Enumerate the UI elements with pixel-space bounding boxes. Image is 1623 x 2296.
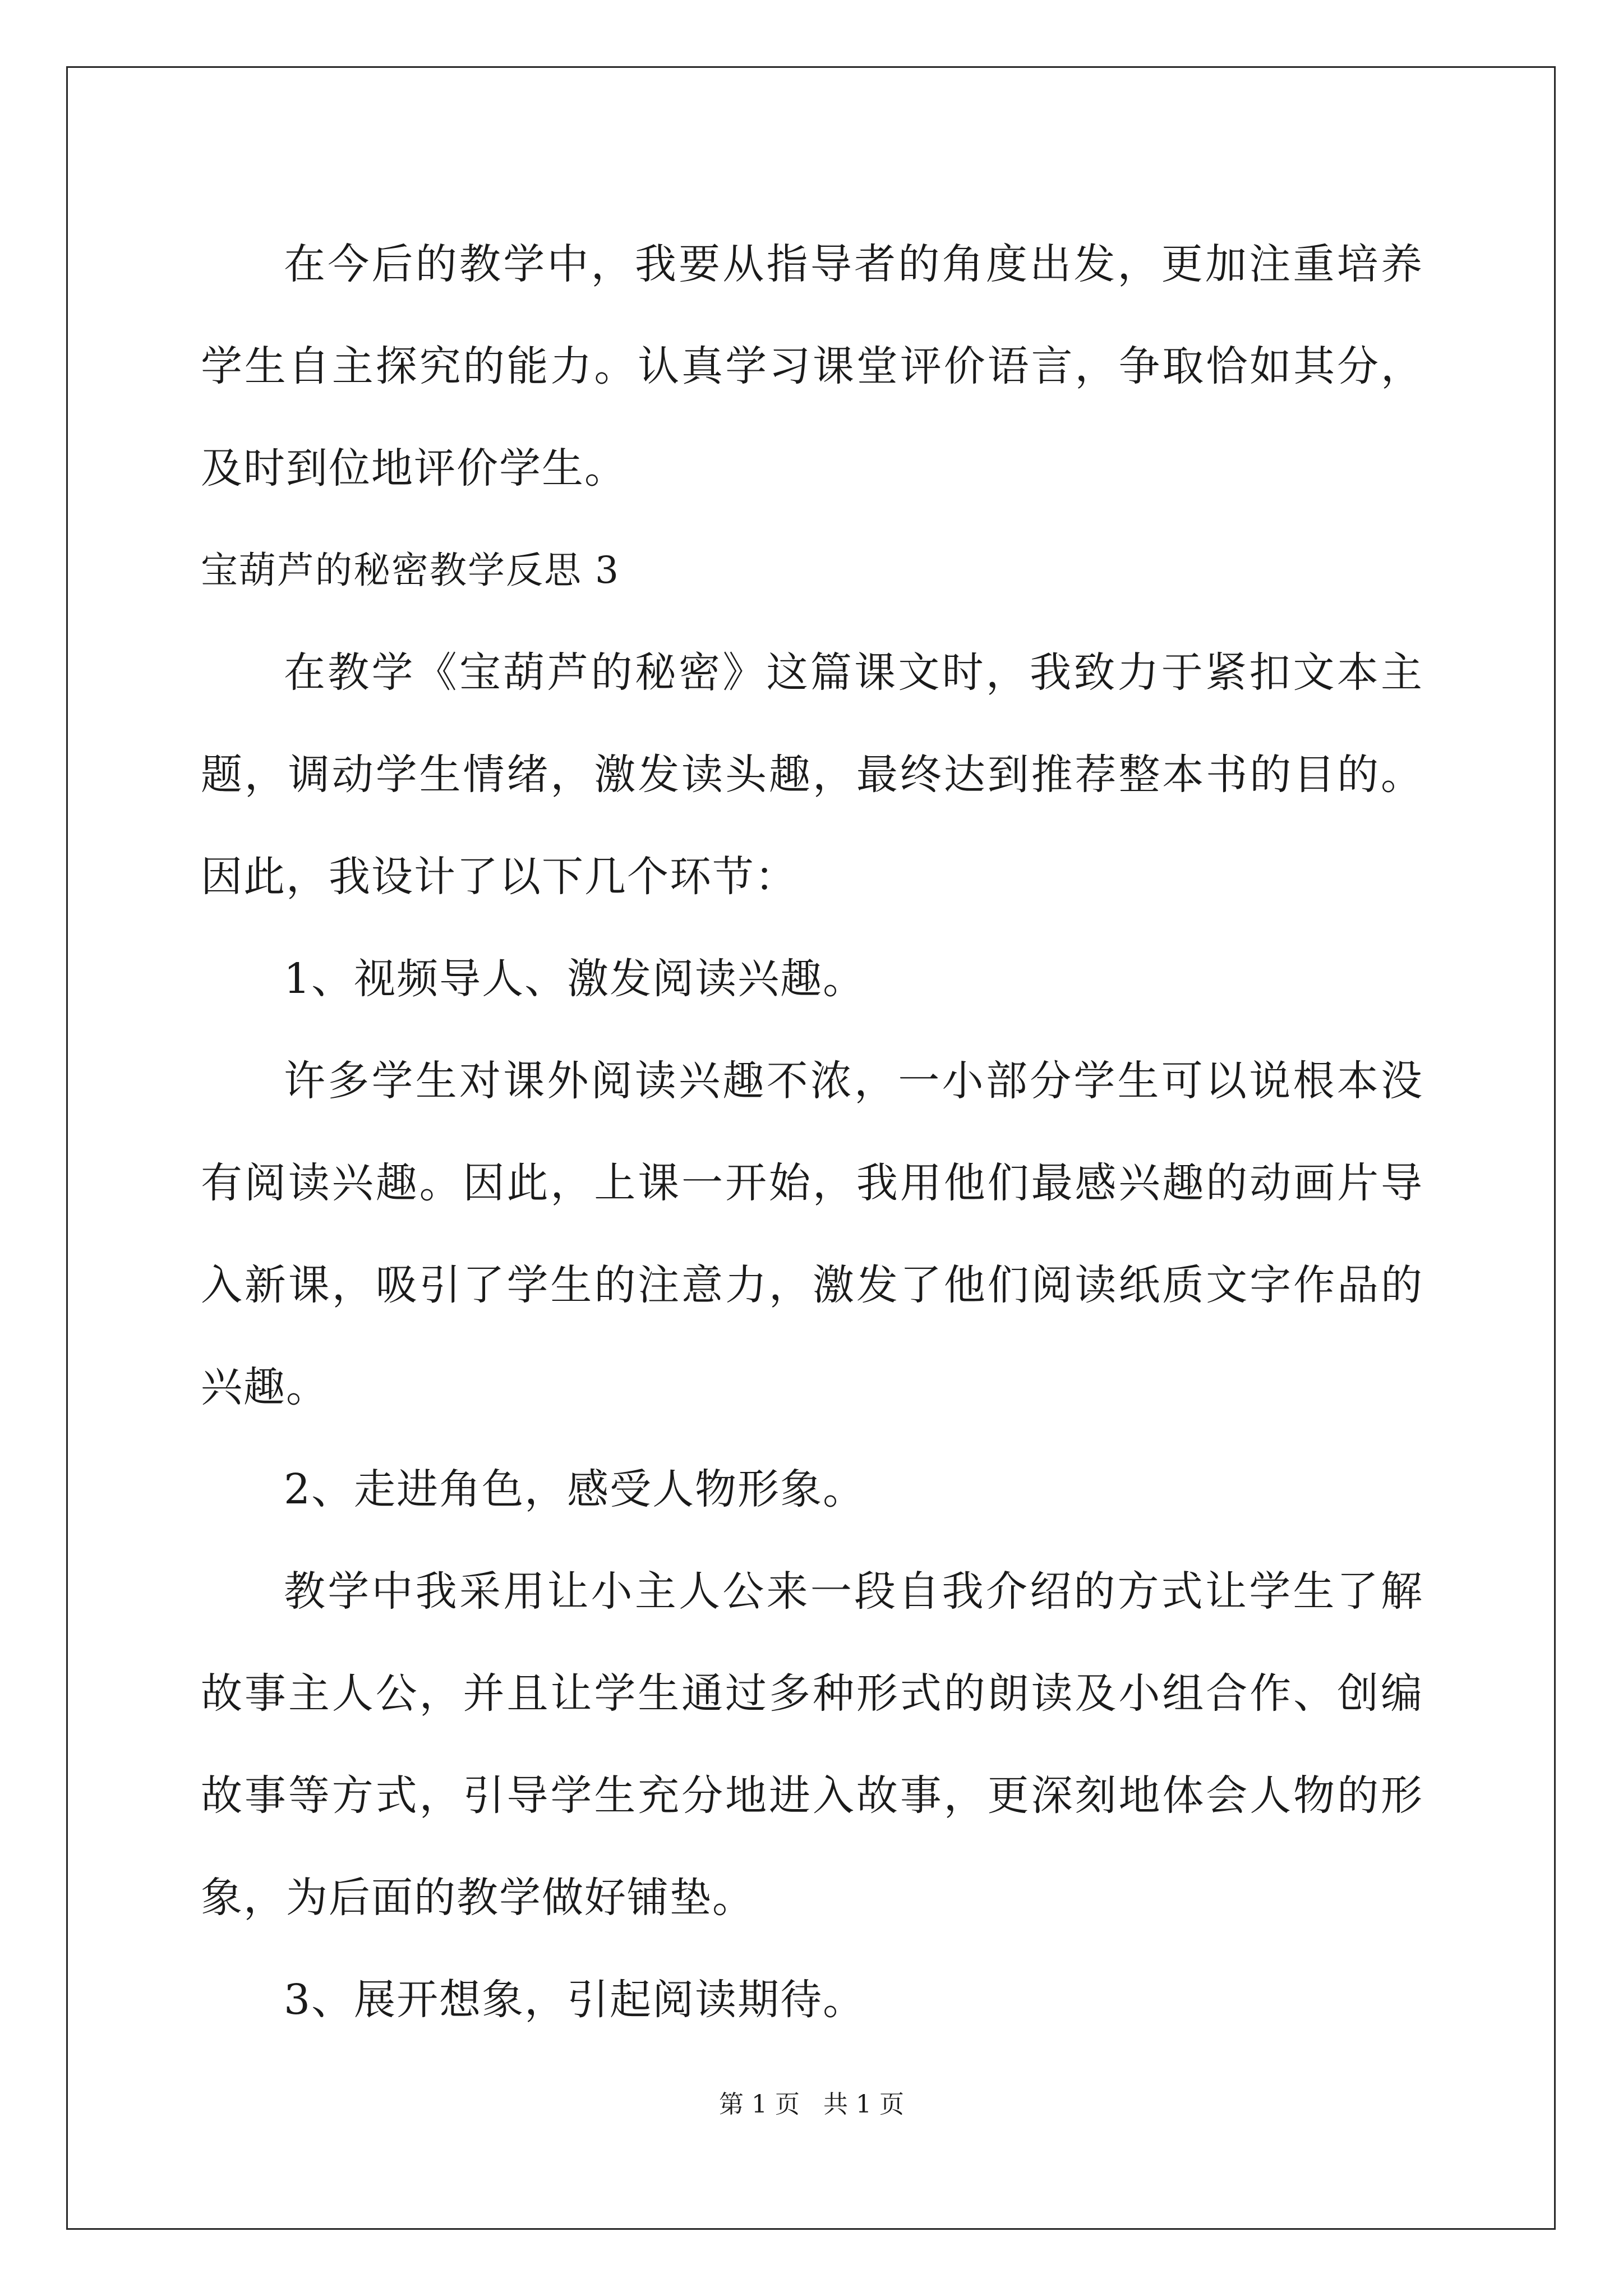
paragraph-7: 3、展开想象，引起阅读期待。 [284, 1976, 866, 2024]
paragraph-4: 许多学生对课外阅读兴趣不浓，一小部分学生可以说根本没有阅读兴趣。因此，上课一开始，我用他们最感兴趣的动画片导入新课，吸引了学生的注意力，激发了他们阅读纸质文字作品的兴趣。 [201, 1057, 1423, 1411]
paragraph-6: 教学中我采用让小主人公来一段自我介绍的方式让学生了解故事主人公，并且让学生通过多种形式的朗读及小组合作、创编故事等方式，引导学生充分地进入故事，更深刻地体会人物的形象，为后面的教学做好铺垫。 [201, 1567, 1423, 1922]
paragraph-5: 2、走进角色，感受人物形象。 [284, 1465, 866, 1513]
paragraph-3: 1、视频导人、激发阅读兴趣。 [284, 955, 866, 1003]
section-heading: 宝葫芦的秘密教学反思 3 [201, 549, 620, 592]
document-body [201, 213, 1423, 2051]
paragraph-2: 在教学《宝葫芦的秘密》这篇课文时，我致力于紧扣文本主题，调动学生情绪，激发读头趣，最终达到推荐整本书的目的。因此，我设计了以下几个环节： [201, 648, 1423, 901]
page-footer: 第 1 页 共 1 页 [719, 2090, 904, 2119]
paragraph-1: 在今后的教学中，我要从指导者的角度出发，更加注重培养学生自主探究的能力。认真学习课堂评价语言，争取恰如其分，及时到位地评价学生。 [201, 240, 1423, 493]
